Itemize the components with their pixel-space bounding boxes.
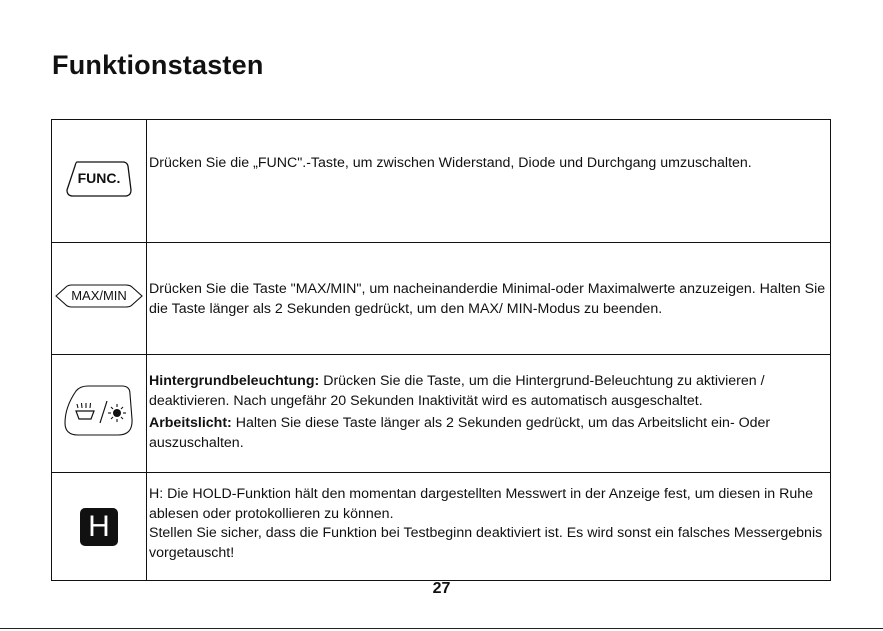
max-min-key-icon	[54, 283, 144, 309]
table-row	[52, 120, 831, 243]
hold-text-2: Stellen Sie sicher, dass die Funktion bei Testbeginn deaktiviert ist. Es wird sonst ein falsches Messergebnis vorgetauscht!	[149, 525, 823, 561]
hold-description	[149, 473, 826, 563]
max-min-key-label: MAX/MIN	[71, 288, 127, 303]
table-row	[52, 243, 831, 355]
func-key-label: FUNC.	[77, 169, 121, 186]
icon-cell	[52, 473, 147, 581]
backlight-text: Drücken Sie die Taste, um die Hintergrund-Beleuchtung zu aktivieren / deaktivieren. Nach ungefähr 20 Sekunden Inaktivität wird es automatisch ausgeschaltet.	[149, 373, 765, 409]
hold-key-icon: H	[80, 508, 118, 546]
backlight-description-cell	[147, 355, 831, 473]
max-min-description: Drücken Sie die Taste "MAX/MIN", um nacheinanderdie Minimal-oder Maximalwerte anzuzeigen. Halten Sie die Taste länger als 2 Sekunden gedrückt, um den MAX/ MIN-Modus zu beenden.	[149, 281, 826, 317]
backlight-worklight-key-icon	[62, 383, 136, 439]
func-key-icon	[65, 158, 133, 200]
icon-cell	[52, 120, 147, 243]
icon-cell	[52, 243, 147, 355]
worklight-description	[149, 411, 826, 453]
max-min-description-cell	[147, 243, 831, 355]
worklight-heading: Arbeitslicht:	[149, 415, 232, 431]
icon-cell	[52, 355, 147, 473]
page-title: Funktionstasten	[52, 50, 264, 80]
worklight-text: Halten Sie diese Taste länger als 2 Sekunden gedrückt, um das Arbeitslicht ein- Oder auszuschalten.	[149, 415, 771, 451]
hold-text-1: H: Die HOLD-Funktion hält den momentan dargestellten Messwert in der Anzeige fest, um diesen in Ruhe ablesen oder protokollieren zu können.	[149, 486, 813, 522]
table-row	[52, 355, 831, 473]
func-description: Drücken Sie die „FUNC".-Taste, um zwischen Widerstand, Diode und Durchgang umzuschalten.	[149, 155, 752, 171]
function-keys-table	[51, 119, 831, 581]
hold-description-cell	[147, 473, 831, 581]
table-row	[52, 473, 831, 581]
backlight-description	[149, 355, 826, 411]
backlight-heading: Hintergrundbeleuchtung:	[149, 373, 320, 389]
func-description-cell	[147, 120, 831, 243]
bottom-divider	[0, 628, 883, 629]
page-number: 27	[432, 580, 451, 597]
